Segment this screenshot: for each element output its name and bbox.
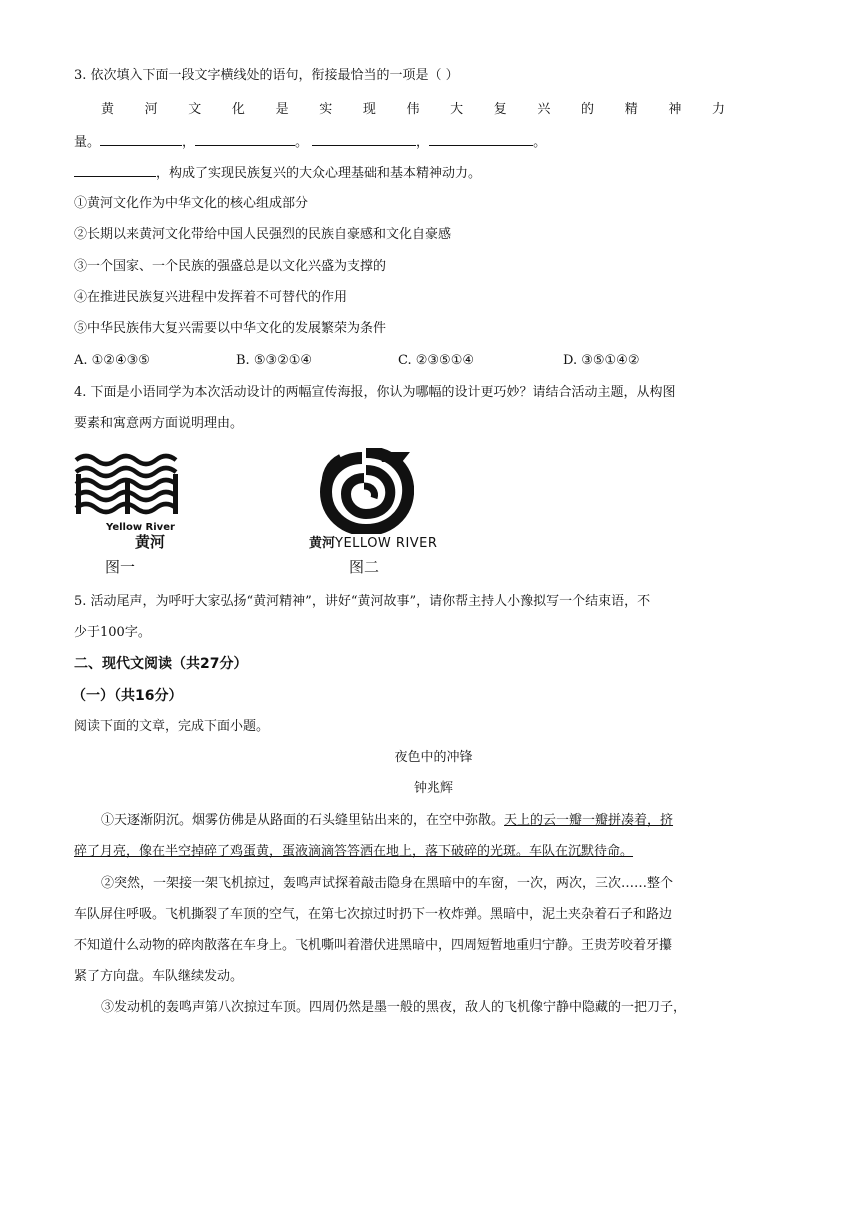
article-paragraph-1-line2 xyxy=(74,843,633,861)
answer-blank[interactable] xyxy=(429,133,533,146)
passage-char: 实 xyxy=(319,102,333,117)
q3-passage-line3 xyxy=(74,164,481,183)
passage-char: 河 xyxy=(144,102,158,117)
passage-char: 力 xyxy=(711,102,725,117)
paragraph-text: ①天逐渐阴沉。烟雾仿佛是从路面的石头缝里钻出来的，在空中弥散。 xyxy=(101,813,505,828)
punct: 。 xyxy=(295,135,309,150)
q3-item-5: ⑤中华民族伟大复兴需要以中华文化的发展繁荣为条件 xyxy=(74,321,387,336)
q4-stem-line1: 4. 下面是小语同学为本次活动设计的两幅宣传海报，你认为哪幅的设计更巧妙？请结合活动主题，从构图 xyxy=(74,385,676,400)
passage-char: 文 xyxy=(188,102,202,117)
q3-item-2: ②长期以来黄河文化带给中国人民强烈的民族自豪感和文化自豪感 xyxy=(74,227,452,242)
q3-passage-line2 xyxy=(74,133,546,152)
punct: ， xyxy=(416,135,430,150)
q3-option-a[interactable]: A. ①②④③⑤ xyxy=(74,353,150,368)
section2-subheading: （一）（共16分） xyxy=(72,688,183,704)
article-paragraph-3-line1: ③发动机的轰鸣声第八次掠过车顶。四周仍然是墨一般的黑夜，敌人的飞机像宁静中隐藏的一把刀子， xyxy=(101,1000,687,1015)
q3-option-b[interactable]: B. ⑤③②①④ xyxy=(236,353,313,368)
answer-blank[interactable] xyxy=(312,133,416,146)
underlined-text: 碎了月亮，像在半空掉碎了鸡蛋黄，蛋液滴滴答答洒在地上，落下破碎的光斑。车队在沉默待命。 xyxy=(74,844,634,859)
section2-instruction: 阅读下面的文章，完成下面小题。 xyxy=(74,719,270,734)
passage-text: 量。 xyxy=(74,135,101,150)
q3-item-1: ①黄河文化作为中华文化的核心组成部分 xyxy=(74,196,309,211)
q3-item-3: ③一个国家、一个民族的强盛总是以文化兴盛为支撑的 xyxy=(74,259,387,274)
passage-text: ，构成了实现民族复兴的大众心理基础和基本精神动力。 xyxy=(156,166,482,181)
passage-char: 兴 xyxy=(537,102,551,117)
poster1-caption: 图一 xyxy=(105,558,136,576)
article-paragraph-2-line1: ②突然，一架接一架飞机掠过，轰鸣声试探着敲击隐身在黑暗中的车窗，一次，两次，三次……整个 xyxy=(101,876,674,891)
poster2-english-text: YELLOW RIVER xyxy=(335,536,438,551)
q3-option-c[interactable]: C. ②③⑤①④ xyxy=(398,353,475,368)
passage-char: 的 xyxy=(581,102,595,117)
q3-option-d[interactable]: D. ③⑤①④② xyxy=(563,353,640,368)
passage-char: 神 xyxy=(668,102,682,117)
answer-blank[interactable] xyxy=(195,133,295,146)
poster2-spiral-logo xyxy=(318,448,414,534)
poster2-chinese-text: 黄河 xyxy=(309,536,336,551)
article-paragraph-2-line4: 紧了方向盘。车队继续发动。 xyxy=(74,969,244,984)
passage-char: 复 xyxy=(493,102,507,117)
passage-char: 伟 xyxy=(406,102,420,117)
q3-passage-line1 xyxy=(101,101,725,119)
poster1-waves-logo xyxy=(74,452,180,520)
q5-line1: 5. 活动尾声，为呼吁大家弘扬“黄河精神”，讲好“黄河故事”，请你帮主持人小豫拟写一个结束语，不 xyxy=(74,594,651,609)
section2-heading: 二、现代文阅读（共27分） xyxy=(74,656,248,672)
q5-line2: 少于100字。 xyxy=(74,625,151,640)
q3-item-4: ④在推进民族复兴进程中发挥着不可替代的作用 xyxy=(74,290,348,305)
poster2-text xyxy=(309,536,437,552)
article-paragraph-2-line2: 车队屏住呼吸。飞机撕裂了车顶的空气，在第七次掠过时扔下一枚炸弹。黑暗中，泥土夹杂着石子和路边 xyxy=(74,907,673,922)
q3-stem: 3. 依次填入下面一段文字横线处的语句，衔接最恰当的一项是（ ） xyxy=(74,68,459,83)
punct: ， xyxy=(182,135,196,150)
passage-char: 化 xyxy=(231,102,245,117)
punct: 。 xyxy=(533,135,547,150)
article-author: 钟兆辉 xyxy=(413,781,453,796)
q4-stem-line2: 要素和寓意两方面说明理由。 xyxy=(74,416,244,431)
underlined-text: 天上的云一瓣一瓣拼凑着，挤 xyxy=(504,813,674,828)
poster2-caption: 图二 xyxy=(349,558,380,576)
article-paragraph-1-line1 xyxy=(101,812,673,830)
passage-char: 是 xyxy=(275,102,289,117)
article-title: 夜色中的冲锋 xyxy=(394,750,473,765)
answer-blank[interactable] xyxy=(74,164,156,177)
answer-blank[interactable] xyxy=(100,133,182,146)
passage-char: 现 xyxy=(362,102,376,117)
poster1-chinese-text: 黄河 xyxy=(135,533,166,551)
passage-char: 大 xyxy=(450,102,464,117)
article-paragraph-2-line3: 不知道什么动物的碎肉散落在车身上。飞机嘶叫着潜伏进黑暗中，四周短暂地重归宁静。王贵芳咬着牙攥 xyxy=(74,938,673,953)
passage-char: 黄 xyxy=(101,102,115,117)
poster1-english-text: Yellow River xyxy=(106,522,175,533)
passage-char: 精 xyxy=(624,102,638,117)
